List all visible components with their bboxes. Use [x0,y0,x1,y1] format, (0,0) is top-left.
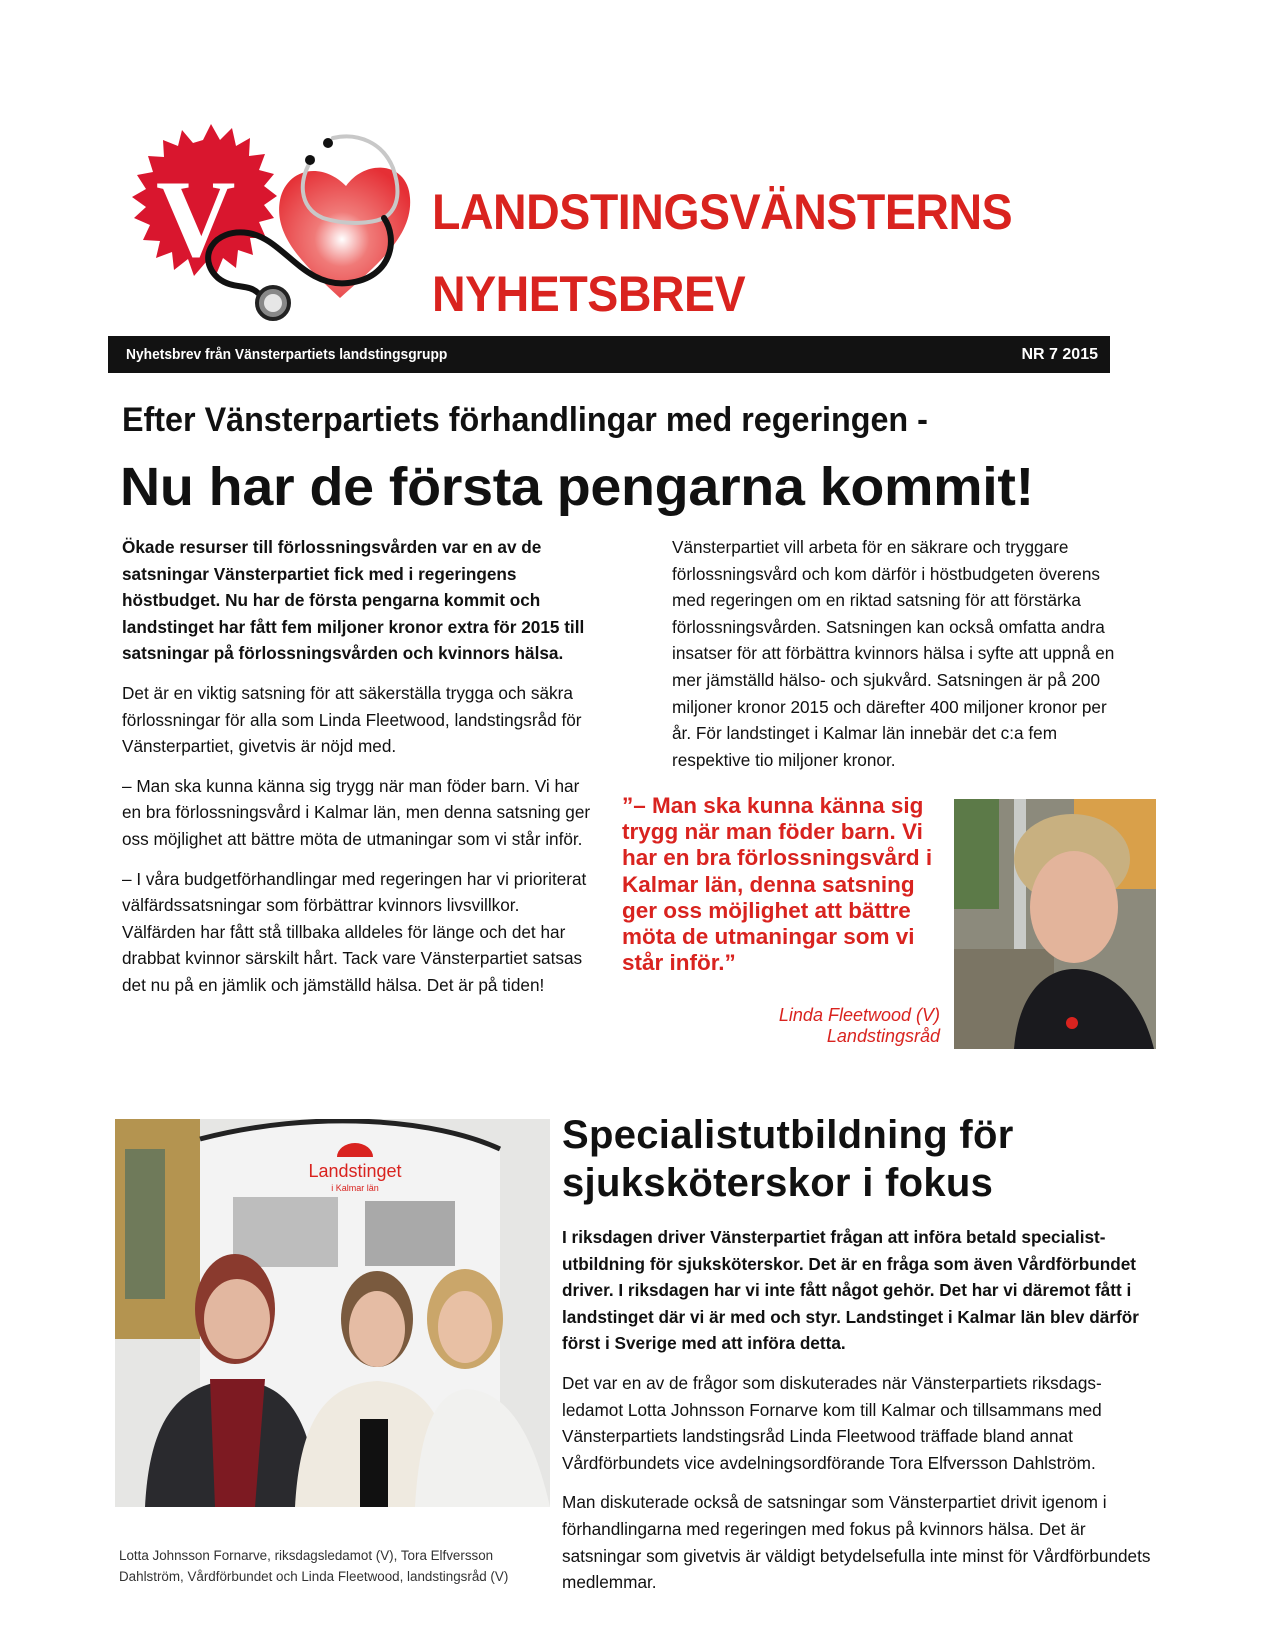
article2-title: Specialistutbildning för sjuksköterskor i fokus [562,1113,1014,1205]
issue-number: NR 7 2015 [1021,346,1098,363]
article2-paragraph: Man diskuterade också de satsningar som Vänsterpartiet drivit igenom i förhandlingarna med regeringen med fokus på kvinnors hälsa. Det är satsningar som givetvis är väldigt betydelsefulla inte minst för Vårdförbundets medlemmar. [562,1492,1151,1593]
article2-lead-paragraph: I riksdagen driver Vänsterpartiet frågan att införa betald specialistutbildning för sjuksköterskor. Det är en fråga som även Vårdförbundet driver. I riksdagen har vi inte fått något gehör. Det har vi däremot fått i landstinget där vi är med och styr. Landstinget i Kalmar län blev därför först i Sverige med att införa detta. [562,1227,1139,1354]
article1-right-column [672,534,1122,786]
article1-paragraph: Det är en viktig satsning för att säkerställa trygga och säkra förlossningar för alla som Linda Fleetwood, landstingsråd för Vänsterpartiet, givetvis är nöjd med. [122,682,582,757]
quote-author: Linda Fleetwood (V) [778,1005,940,1025]
newsletter-title-line2: NYHETSBREV [432,266,746,322]
info-bar [108,336,1110,373]
article1-paragraph: – I våra budgetförhandlingar med regeringen har vi prioriterat välfärdssatsningar som förbättrar kvinnors livsvillkor. Välfärden har fått stå tillbaka alldeles för länge och det har drabbat kvinnor särskilt hårt. Tack vare Vänsterpartiet satsas det nu på en jämlik och jämställd hälsa. Det är på tiden! [122,868,587,995]
pull-quote: ”– Man ska kunna känna sig trygg när man föder barn. Vi har en bra förlossningsvård i Kalmar län, denna satsning ger oss möjlighet att bättre möta de utmaningar som vi står inför.” [622,793,933,976]
article1-headline: Nu har de första pengarna kommit! [120,457,1034,517]
sign-title: Landstinget [308,1161,402,1181]
logo-letter: V [156,158,236,280]
pull-quote-attribution [622,1005,940,1047]
article2-paragraph: Det var en av de frågor som diskuterades när Vänsterpartiets riksdagsledamot Lotta Johnsson Fornarve kom till Kalmar och tillsammans med Vänsterpartiets landstingsråd Linda Fleetwood träffade bland annat Vårdförbundets vice avdelningsordförande Tora Elfversson Dahlström. [562,1372,1102,1473]
article1-paragraph: – Man ska kunna känna sig trygg när man föder barn. Vi har en bra förlossningsvård i Kalmar län, men denna satsning ger oss möjlighet att bättre möta de utmaningar som vi står inför. [122,775,591,849]
party-logo [108,118,438,330]
article1-paragraph: Vänsterpartiet vill arbeta för en säkrare och tryggare förlossningsvård och kom därför i höstbudgeten överens med regeringen om en riktad satsning för att förstärka förlossningsvården. Satsningen kan också omfatta andra insatser för att förbättra kvinnors hälsa i syfte att uppnå en mer jämställd hälso- och sjukvård. Satsningen är på 200 miljoner kronor 2015 och därefter 400 miljoner kronor per år. För landstinget i Kalmar län innebär det c:a fem respektive tio miljoner kronor. [672,537,1115,770]
chestpiece-icon [257,287,289,319]
group-photo [115,1119,550,1507]
quote-author-role: Landstingsråd [826,1026,940,1046]
article1-left-column [122,534,592,1012]
portrait-photo [954,799,1156,1049]
article2-body [562,1224,1152,1609]
article1-lead-paragraph: Ökade resurser till förlossningsvården var en av de satsningar Vänsterpartiet fick med i regeringens höstbudget. Nu har de första pengarna kommit och landstinget har fått fem miljoner kronor extra för 2015 till satsningar på förlossningsvården och kvinnors hälsa. [122,537,585,664]
newsletter-title-line1: LANDSTINGSVÄNSTERNS [432,184,1013,240]
sign-subtitle: i Kalmar län [331,1183,379,1193]
article1-kicker: Efter Vänsterpartiets förhandlingar med regeringen - [122,401,928,439]
newsletter-subtitle: Nyhetsbrev från Vänsterpartiets landstingsgrupp [126,346,448,363]
photo-caption: Lotta Johnsson Fornarve, riksdagsledamot (V), Tora Elfversson Dahlström, Vårdförbundet och Linda Fleetwood, landstingsråd (V) [119,1548,509,1584]
